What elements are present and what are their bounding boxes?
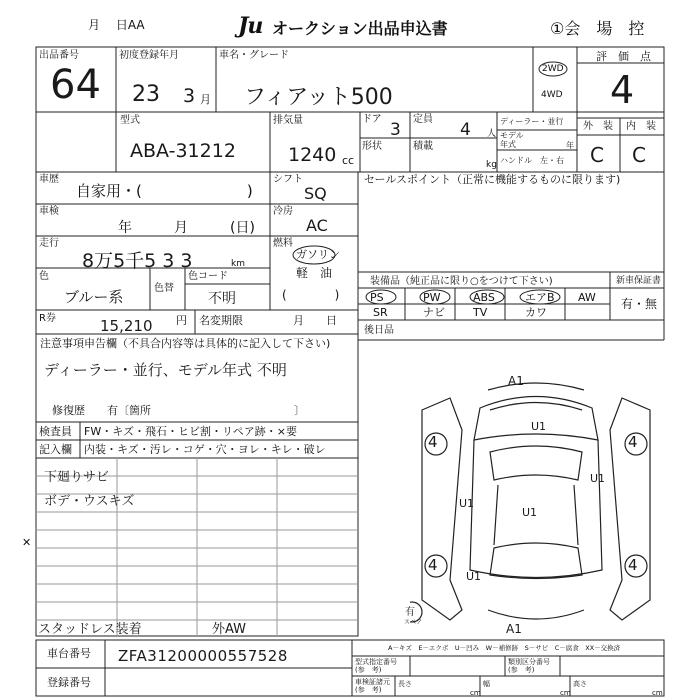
spare-tire-sub: スペア [404, 619, 423, 626]
equip-aw: AW [578, 291, 596, 304]
equip-airbag: エアB [525, 291, 555, 304]
tire-front-right: 4 [628, 433, 638, 451]
bottom-note-2: 外AW [212, 622, 247, 637]
handle-label: ハンドル 左・右 [500, 156, 564, 165]
score-label: 評 価 点 [596, 50, 651, 63]
first-registration-month: 3 [183, 85, 196, 107]
km-unit: km [231, 259, 245, 269]
car-damage-diagram [410, 370, 662, 640]
cc-unit: cc [342, 154, 355, 167]
equip-leather: カワ [525, 306, 547, 319]
repaint-label: 色替 [154, 283, 174, 294]
expiry-value: 月 日 [293, 314, 337, 327]
drive-2wd: 2WD [542, 64, 564, 74]
lot-number-label: 出品番号 [39, 50, 79, 61]
tire-rear-right: 4 [628, 556, 638, 574]
model-label: 型式 [120, 115, 140, 126]
equip-abs: ABS [473, 291, 495, 304]
damage-a1-bottom: A1 [506, 622, 522, 636]
recycle-label: R券 [39, 313, 56, 324]
date-label: 月 日AA [88, 18, 145, 32]
chassis-number: ZFA31200000557528 [118, 647, 288, 665]
height-unit: cm [652, 689, 663, 697]
history-label: 車歴 [39, 174, 59, 185]
color-code-label: 色コード [188, 271, 228, 282]
exterior-label: 外 装 [583, 121, 613, 132]
category-number-label: 類別区分番号 (参 考) [508, 658, 550, 674]
fuel-diesel: 軽 油 [296, 266, 333, 280]
damage-u1-roof: U1 [531, 420, 547, 433]
score: 4 [610, 68, 635, 112]
dimensions-label: 車検証諸元 (参 考) [355, 678, 390, 694]
car-name-label: 車名・グレード [219, 50, 289, 61]
car-name: フィアット500 [244, 85, 393, 110]
interior-grade: C [632, 143, 646, 167]
inspector-line2: 内装・キズ・汚レ・コゲ・穴・ヨレ・キレ・破レ [84, 443, 326, 456]
mileage-label: 走行 [39, 238, 59, 249]
tire-front-left: 4 [428, 433, 438, 451]
rear-seat-label: 後日品 [364, 325, 394, 336]
color-code-value: 不明 [208, 291, 236, 307]
equip-navi: ナビ [423, 306, 445, 319]
shift-value: SQ [304, 184, 327, 203]
bottom-note: スタッドレス装着 [38, 622, 142, 637]
inspector-line1: FW・キズ・飛石・ヒビ割・リペア跡・×要 [84, 425, 297, 438]
shape-label: 形状 [362, 141, 382, 152]
lot-number: 64 [50, 62, 101, 108]
model-code: ABA-31212 [130, 140, 236, 162]
history-value: 自家用・( ) [76, 182, 253, 200]
chassis-label: 車台番号 [47, 647, 91, 660]
damage-legend: A－キズ E－エクボ U－凹み W－補修跡 S－サビ C－腐食 XX－交換済 [388, 644, 621, 652]
month-unit: 月 [200, 93, 211, 106]
dealer-label: ディーラー・並行 [500, 117, 564, 126]
yen-unit: 円 [176, 314, 187, 327]
model-year-label: モデル 年式 [500, 131, 524, 149]
tire-rear-left: 4 [428, 556, 438, 574]
length-unit: cm [470, 689, 481, 697]
expiry-label: 名変期限 [199, 314, 243, 327]
ac-value: AC [306, 216, 328, 235]
damage-u1-left: U1 [459, 497, 475, 510]
equipment-label: 装備品（純正品に限り○をつけて下さい) [370, 276, 553, 287]
designated-number-label: 型式指定番号 (参 考) [355, 658, 397, 674]
inspector-note-1: 下廻りサビ [44, 470, 110, 485]
equip-ps: PS [370, 291, 384, 304]
equip-tv: TV [473, 306, 488, 319]
displacement: 1240 [288, 144, 337, 166]
capacity-unit: 人 [487, 129, 497, 139]
fuel-other: ( ) [282, 288, 340, 302]
inspection-value: 年 月 (日) [118, 220, 255, 236]
inspector-label: 検査員 [39, 425, 72, 438]
kg-unit: kg [486, 160, 497, 170]
interior-label: 内 装 [626, 121, 656, 132]
color-value: ブルー系 [64, 288, 124, 306]
color-label: 色 [39, 271, 49, 282]
first-registration-year: 23 [132, 82, 160, 107]
drive-4wd: 4WD [541, 90, 563, 100]
doors: 3 [390, 120, 401, 140]
capacity-label: 定員 [413, 114, 433, 125]
mileage-value: 8万5千5 3 3 [82, 250, 193, 272]
capacity: 4 [460, 120, 471, 140]
equip-sr: SR [373, 306, 388, 319]
damage-u1-rear: U1 [466, 570, 482, 583]
spare-tire: 有 [405, 607, 415, 618]
form-title: オークション出品申込書 [272, 19, 448, 38]
height-label: 高さ [573, 680, 587, 688]
width-label: 幅 [483, 680, 490, 688]
damage-u1-center: U1 [522, 506, 538, 519]
cut-mark-icon: ✕ [22, 536, 32, 549]
notes-label: 注意事項申告欄（不具合内容等は具体的に記入して下さい) [40, 337, 331, 350]
door-label: ドア [362, 114, 382, 125]
fuel-label: 燃料 [273, 238, 293, 249]
displacement-label: 排気量 [273, 115, 303, 126]
auction-logo: Ju [238, 13, 263, 39]
inspection-label: 車検 [39, 206, 59, 217]
notes-content: ディーラー・並行、モデル年式 不明 [44, 361, 287, 379]
inspector-note-2: ボデ・ウスキズ [44, 494, 135, 509]
warranty-value: 有・無 [621, 297, 658, 311]
exterior-grade: C [590, 143, 604, 167]
load-label: 積載 [413, 141, 433, 152]
entry-label: 記入欄 [39, 443, 72, 456]
length-label: 長さ [398, 680, 412, 688]
registration-label: 登録番号 [47, 676, 91, 689]
equip-pw: PW [423, 291, 441, 304]
fuel-gasoline: ガソリン [296, 248, 340, 261]
repair-history-label: 修復歴 有〔箇所 〕 [52, 404, 305, 417]
shift-label: シフト [273, 174, 303, 185]
sales-point-label: セールスポイント（正常に機能するものに限ります) [364, 173, 621, 186]
model-year-unit: 年 [566, 141, 574, 150]
width-unit: cm [560, 689, 571, 697]
first-registration-label: 初度登録年月 [119, 50, 179, 61]
ac-label: 冷房 [273, 206, 293, 217]
damage-u1-right: U1 [590, 472, 606, 485]
recycle-value: 15,210 [100, 317, 153, 335]
warranty-label: 新車保証書 [616, 276, 662, 286]
copy-label: ①会 場 控 [550, 19, 645, 38]
damage-a1-top: A1 [508, 374, 524, 388]
